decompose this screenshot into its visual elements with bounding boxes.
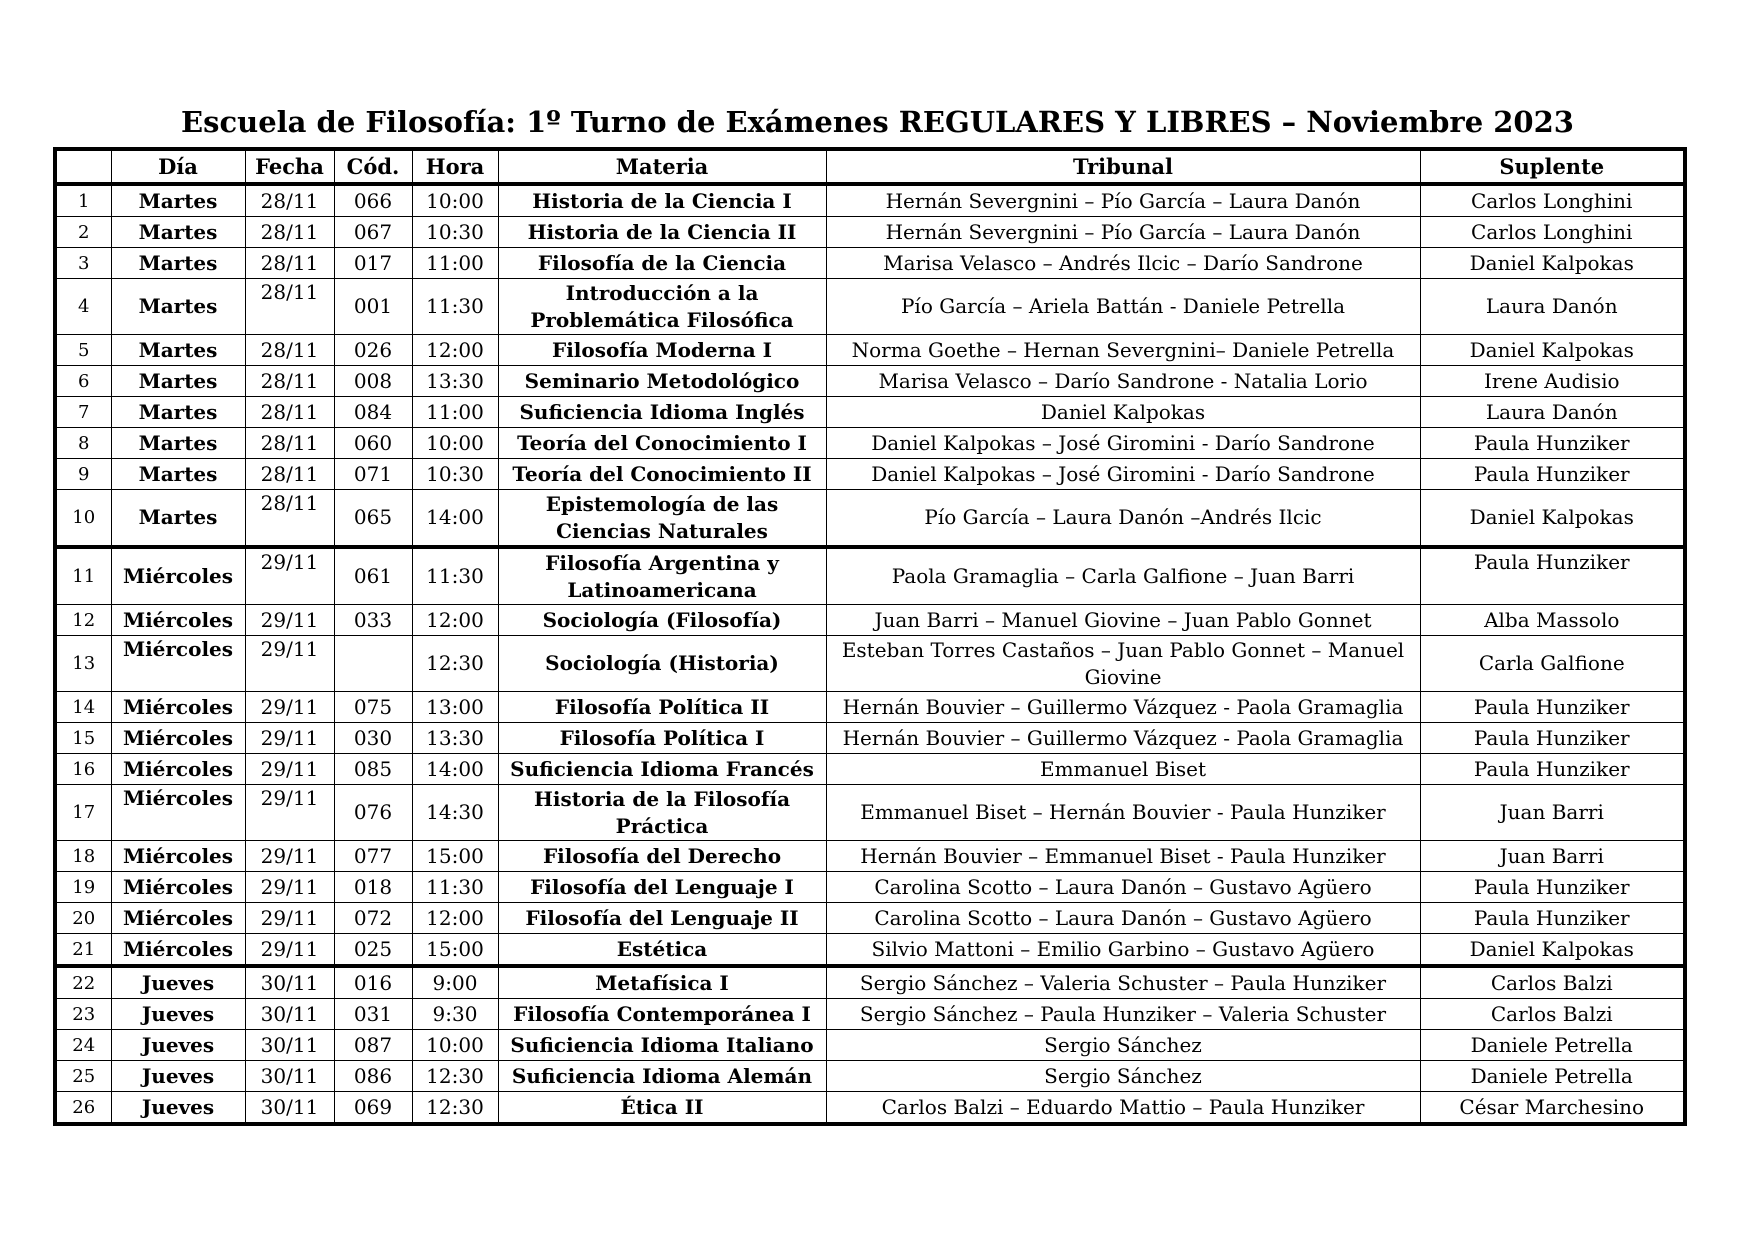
cell-tribunal: Sergio Sánchez: [826, 1061, 1420, 1092]
table-row: [55, 841, 1685, 872]
table-row: [55, 723, 1685, 754]
cell-dia: Jueves: [111, 999, 245, 1030]
table-row: [55, 428, 1685, 459]
cell-cod: 084: [334, 397, 412, 428]
cell-fecha: 28/11: [245, 248, 334, 279]
cell-num: 24: [55, 1030, 111, 1061]
cell-tribunal: Pío García – Ariela Battán - Daniele Petrella: [826, 279, 1420, 335]
cell-cod: 017: [334, 248, 412, 279]
cell-cod: 072: [334, 903, 412, 934]
cell-materia: Estética: [498, 934, 826, 967]
cell-fecha: 28/11: [245, 335, 334, 366]
cell-cod: 067: [334, 217, 412, 248]
cell-hora: 11:30: [412, 279, 498, 335]
cell-fecha: 28/11: [245, 397, 334, 428]
cell-fecha: 29/11: [245, 605, 334, 636]
cell-num: 7: [55, 397, 111, 428]
cell-hora: 12:00: [412, 903, 498, 934]
cell-materia: Filosofía Argentina y Latinoamericana: [498, 547, 826, 605]
header-suplente: Suplente: [1420, 149, 1685, 184]
cell-suplente: Paula Hunziker: [1420, 459, 1685, 490]
cell-hora: 15:00: [412, 934, 498, 967]
cell-hora: 10:00: [412, 1030, 498, 1061]
cell-suplente: Irene Audisio: [1420, 366, 1685, 397]
cell-hora: 10:30: [412, 459, 498, 490]
cell-fecha: 29/11: [245, 841, 334, 872]
table-row: [55, 934, 1685, 967]
header-dia: Día: [111, 149, 245, 184]
cell-cod: 071: [334, 459, 412, 490]
cell-hora: 12:30: [412, 1061, 498, 1092]
cell-dia: Miércoles: [111, 547, 245, 605]
cell-fecha: 30/11: [245, 1092, 334, 1125]
table-row: [55, 636, 1685, 692]
cell-fecha: 29/11: [245, 547, 334, 605]
cell-dia: Martes: [111, 279, 245, 335]
table-row: [55, 184, 1685, 217]
cell-dia: Miércoles: [111, 934, 245, 967]
cell-hora: 12:30: [412, 636, 498, 692]
cell-hora: 12:00: [412, 605, 498, 636]
cell-dia: Martes: [111, 366, 245, 397]
cell-materia: Filosofía del Derecho: [498, 841, 826, 872]
cell-cod: 076: [334, 785, 412, 841]
cell-fecha: 28/11: [245, 428, 334, 459]
cell-suplente: Laura Danón: [1420, 397, 1685, 428]
cell-suplente: Daniel Kalpokas: [1420, 335, 1685, 366]
table-row: [55, 248, 1685, 279]
cell-fecha: 29/11: [245, 934, 334, 967]
cell-tribunal: Esteban Torres Castaños – Juan Pablo Gonnet – Manuel Giovine: [826, 636, 1420, 692]
cell-hora: 14:00: [412, 754, 498, 785]
cell-hora: 13:30: [412, 366, 498, 397]
cell-num: 25: [55, 1061, 111, 1092]
cell-hora: 10:00: [412, 184, 498, 217]
cell-materia: Historia de la Ciencia I: [498, 184, 826, 217]
table-row: [55, 872, 1685, 903]
exam-schedule-table: [53, 147, 1687, 1126]
cell-hora: 12:00: [412, 335, 498, 366]
table-row: [55, 397, 1685, 428]
cell-cod: 025: [334, 934, 412, 967]
cell-suplente: Paula Hunziker: [1420, 428, 1685, 459]
cell-materia: Historia de la Filosofía Práctica: [498, 785, 826, 841]
cell-tribunal: Norma Goethe – Hernan Severgnini– Daniele Petrella: [826, 335, 1420, 366]
cell-tribunal: Carolina Scotto – Laura Danón – Gustavo Agüero: [826, 903, 1420, 934]
cell-tribunal: Sergio Sánchez – Valeria Schuster – Paula Hunziker: [826, 966, 1420, 999]
header-num: [55, 149, 111, 184]
cell-tribunal: Hernán Bouvier – Emmanuel Biset - Paula Hunziker: [826, 841, 1420, 872]
cell-materia: Suficiencia Idioma Alemán: [498, 1061, 826, 1092]
cell-dia: Martes: [111, 428, 245, 459]
cell-hora: 13:30: [412, 723, 498, 754]
cell-cod: 001: [334, 279, 412, 335]
cell-fecha: 29/11: [245, 692, 334, 723]
cell-tribunal: Juan Barri – Manuel Giovine – Juan Pablo Gonnet: [826, 605, 1420, 636]
cell-materia: Introducción a la Problemática Filosófica: [498, 279, 826, 335]
cell-tribunal: Hernán Severgnini – Pío García – Laura Danón: [826, 184, 1420, 217]
cell-suplente: Daniel Kalpokas: [1420, 934, 1685, 967]
cell-dia: Martes: [111, 335, 245, 366]
cell-cod: [334, 636, 412, 692]
cell-num: 6: [55, 366, 111, 397]
cell-cod: 069: [334, 1092, 412, 1125]
cell-dia: Jueves: [111, 966, 245, 999]
cell-materia: Filosofía de la Ciencia: [498, 248, 826, 279]
cell-hora: 11:00: [412, 397, 498, 428]
cell-tribunal: Carolina Scotto – Laura Danón – Gustavo Agüero: [826, 872, 1420, 903]
cell-dia: Miércoles: [111, 872, 245, 903]
cell-tribunal: Silvio Mattoni – Emilio Garbino – Gustavo Agüero: [826, 934, 1420, 967]
cell-cod: 018: [334, 872, 412, 903]
cell-dia: Martes: [111, 490, 245, 548]
cell-cod: 066: [334, 184, 412, 217]
cell-num: 19: [55, 872, 111, 903]
cell-materia: Suficiencia Idioma Inglés: [498, 397, 826, 428]
table-row: [55, 1092, 1685, 1125]
cell-suplente: Carla Galfione: [1420, 636, 1685, 692]
cell-dia: Martes: [111, 217, 245, 248]
table-row: [55, 903, 1685, 934]
cell-num: 2: [55, 217, 111, 248]
cell-hora: 13:00: [412, 692, 498, 723]
cell-tribunal: Paola Gramaglia – Carla Galfione – Juan Barri: [826, 547, 1420, 605]
table-row: [55, 217, 1685, 248]
cell-suplente: Paula Hunziker: [1420, 723, 1685, 754]
table-row: [55, 785, 1685, 841]
cell-materia: Filosofía Política II: [498, 692, 826, 723]
cell-materia: Metafísica I: [498, 966, 826, 999]
cell-cod: 077: [334, 841, 412, 872]
cell-dia: Miércoles: [111, 636, 245, 692]
cell-tribunal: Pío García – Laura Danón –Andrés Ilcic: [826, 490, 1420, 548]
cell-hora: 14:00: [412, 490, 498, 548]
cell-tribunal: Sergio Sánchez: [826, 1030, 1420, 1061]
cell-dia: Jueves: [111, 1061, 245, 1092]
cell-num: 18: [55, 841, 111, 872]
cell-num: 13: [55, 636, 111, 692]
cell-cod: 060: [334, 428, 412, 459]
cell-dia: Miércoles: [111, 785, 245, 841]
cell-fecha: 28/11: [245, 490, 334, 548]
cell-fecha: 30/11: [245, 1061, 334, 1092]
cell-suplente: Paula Hunziker: [1420, 903, 1685, 934]
cell-hora: 15:00: [412, 841, 498, 872]
cell-materia: Sociología (Filosofía): [498, 605, 826, 636]
cell-fecha: 29/11: [245, 754, 334, 785]
cell-suplente: Daniel Kalpokas: [1420, 248, 1685, 279]
cell-dia: Miércoles: [111, 605, 245, 636]
cell-suplente: Daniele Petrella: [1420, 1030, 1685, 1061]
cell-fecha: 30/11: [245, 999, 334, 1030]
table-row: [55, 1061, 1685, 1092]
cell-tribunal: Carlos Balzi – Eduardo Mattio – Paula Hunziker: [826, 1092, 1420, 1125]
cell-tribunal: Daniel Kalpokas: [826, 397, 1420, 428]
cell-tribunal: Marisa Velasco – Darío Sandrone - Natalia Lorio: [826, 366, 1420, 397]
cell-hora: 12:30: [412, 1092, 498, 1125]
cell-fecha: 29/11: [245, 723, 334, 754]
cell-materia: Filosofía del Lenguaje II: [498, 903, 826, 934]
cell-fecha: 28/11: [245, 279, 334, 335]
cell-hora: 11:30: [412, 872, 498, 903]
cell-fecha: 29/11: [245, 785, 334, 841]
header-cod: Cód.: [334, 149, 412, 184]
page-title: Escuela de Filosofía: 1º Turno de Exámenes REGULARES Y LIBRES – Noviembre 2023: [181, 105, 1574, 139]
cell-materia: Filosofía Moderna I: [498, 335, 826, 366]
cell-cod: 031: [334, 999, 412, 1030]
header-hora: Hora: [412, 149, 498, 184]
cell-materia: Sociología (Historia): [498, 636, 826, 692]
cell-tribunal: Emmanuel Biset – Hernán Bouvier - Paula Hunziker: [826, 785, 1420, 841]
cell-fecha: 29/11: [245, 872, 334, 903]
cell-num: 16: [55, 754, 111, 785]
cell-suplente: Laura Danón: [1420, 279, 1685, 335]
cell-num: 9: [55, 459, 111, 490]
table-row: [55, 754, 1685, 785]
cell-fecha: 30/11: [245, 966, 334, 999]
cell-dia: Miércoles: [111, 692, 245, 723]
cell-cod: 008: [334, 366, 412, 397]
cell-num: 15: [55, 723, 111, 754]
cell-cod: 030: [334, 723, 412, 754]
cell-materia: Filosofía Política I: [498, 723, 826, 754]
cell-materia: Suficiencia Idioma Francés: [498, 754, 826, 785]
cell-tribunal: Hernán Severgnini – Pío García – Laura Danón: [826, 217, 1420, 248]
cell-hora: 10:30: [412, 217, 498, 248]
cell-num: 17: [55, 785, 111, 841]
cell-num: 22: [55, 966, 111, 999]
cell-fecha: 29/11: [245, 636, 334, 692]
cell-hora: 11:00: [412, 248, 498, 279]
cell-tribunal: Hernán Bouvier – Guillermo Vázquez - Paola Gramaglia: [826, 692, 1420, 723]
cell-dia: Martes: [111, 397, 245, 428]
cell-materia: Filosofía del Lenguaje I: [498, 872, 826, 903]
cell-num: 26: [55, 1092, 111, 1125]
table-row: [55, 1030, 1685, 1061]
cell-tribunal: Marisa Velasco – Andrés Ilcic – Darío Sandrone: [826, 248, 1420, 279]
cell-dia: Jueves: [111, 1092, 245, 1125]
cell-suplente: Paula Hunziker: [1420, 872, 1685, 903]
cell-cod: 087: [334, 1030, 412, 1061]
cell-cod: 016: [334, 966, 412, 999]
cell-num: 5: [55, 335, 111, 366]
cell-tribunal: Daniel Kalpokas – José Giromini - Darío Sandrone: [826, 459, 1420, 490]
cell-cod: 075: [334, 692, 412, 723]
cell-num: 12: [55, 605, 111, 636]
cell-dia: Miércoles: [111, 723, 245, 754]
table-row: [55, 490, 1685, 548]
cell-cod: 086: [334, 1061, 412, 1092]
cell-materia: Historia de la Ciencia II: [498, 217, 826, 248]
table-row: [55, 547, 1685, 605]
cell-dia: Jueves: [111, 1030, 245, 1061]
table-row: [55, 366, 1685, 397]
cell-materia: Seminario Metodológico: [498, 366, 826, 397]
cell-suplente: Paula Hunziker: [1420, 692, 1685, 723]
cell-num: 20: [55, 903, 111, 934]
header-materia: Materia: [498, 149, 826, 184]
cell-materia: Suficiencia Idioma Italiano: [498, 1030, 826, 1061]
cell-cod: 085: [334, 754, 412, 785]
cell-suplente: Daniele Petrella: [1420, 1061, 1685, 1092]
cell-cod: 026: [334, 335, 412, 366]
cell-suplente: Carlos Balzi: [1420, 966, 1685, 999]
cell-num: 8: [55, 428, 111, 459]
cell-materia: Epistemología de las Ciencias Naturales: [498, 490, 826, 548]
cell-cod: 061: [334, 547, 412, 605]
table-row: [55, 966, 1685, 999]
cell-materia: Teoría del Conocimiento II: [498, 459, 826, 490]
header-tribunal: Tribunal: [826, 149, 1420, 184]
table-row: [55, 999, 1685, 1030]
cell-materia: Ética II: [498, 1092, 826, 1125]
cell-suplente: Paula Hunziker: [1420, 547, 1685, 605]
cell-suplente: Juan Barri: [1420, 785, 1685, 841]
cell-dia: Miércoles: [111, 903, 245, 934]
cell-cod: 065: [334, 490, 412, 548]
cell-fecha: 28/11: [245, 366, 334, 397]
cell-suplente: Carlos Longhini: [1420, 184, 1685, 217]
cell-fecha: 28/11: [245, 217, 334, 248]
header-fecha: Fecha: [245, 149, 334, 184]
cell-tribunal: Hernán Bouvier – Guillermo Vázquez - Paola Gramaglia: [826, 723, 1420, 754]
cell-num: 11: [55, 547, 111, 605]
table-row: [55, 459, 1685, 490]
cell-dia: Martes: [111, 459, 245, 490]
cell-hora: 10:00: [412, 428, 498, 459]
table-row: [55, 605, 1685, 636]
cell-suplente: César Marchesino: [1420, 1092, 1685, 1125]
cell-num: 14: [55, 692, 111, 723]
cell-tribunal: Sergio Sánchez – Paula Hunziker – Valeria Schuster: [826, 999, 1420, 1030]
cell-num: 1: [55, 184, 111, 217]
cell-suplente: Alba Massolo: [1420, 605, 1685, 636]
table-row: [55, 279, 1685, 335]
cell-suplente: Carlos Longhini: [1420, 217, 1685, 248]
cell-num: 4: [55, 279, 111, 335]
cell-suplente: Paula Hunziker: [1420, 754, 1685, 785]
table-header-row: [55, 149, 1685, 184]
cell-fecha: 28/11: [245, 459, 334, 490]
cell-num: 3: [55, 248, 111, 279]
cell-num: 10: [55, 490, 111, 548]
cell-fecha: 29/11: [245, 903, 334, 934]
cell-fecha: 30/11: [245, 1030, 334, 1061]
cell-dia: Martes: [111, 184, 245, 217]
cell-hora: 9:00: [412, 966, 498, 999]
cell-cod: 033: [334, 605, 412, 636]
cell-dia: Miércoles: [111, 841, 245, 872]
table-row: [55, 335, 1685, 366]
cell-dia: Miércoles: [111, 754, 245, 785]
cell-suplente: Juan Barri: [1420, 841, 1685, 872]
cell-hora: 11:30: [412, 547, 498, 605]
cell-hora: 9:30: [412, 999, 498, 1030]
cell-materia: Filosofía Contemporánea I: [498, 999, 826, 1030]
cell-hora: 14:30: [412, 785, 498, 841]
cell-num: 23: [55, 999, 111, 1030]
table-row: [55, 692, 1685, 723]
cell-suplente: Carlos Balzi: [1420, 999, 1685, 1030]
cell-suplente: Daniel Kalpokas: [1420, 490, 1685, 548]
cell-num: 21: [55, 934, 111, 967]
cell-dia: Martes: [111, 248, 245, 279]
cell-fecha: 28/11: [245, 184, 334, 217]
cell-materia: Teoría del Conocimiento I: [498, 428, 826, 459]
cell-tribunal: Daniel Kalpokas – José Giromini - Darío Sandrone: [826, 428, 1420, 459]
cell-tribunal: Emmanuel Biset: [826, 754, 1420, 785]
